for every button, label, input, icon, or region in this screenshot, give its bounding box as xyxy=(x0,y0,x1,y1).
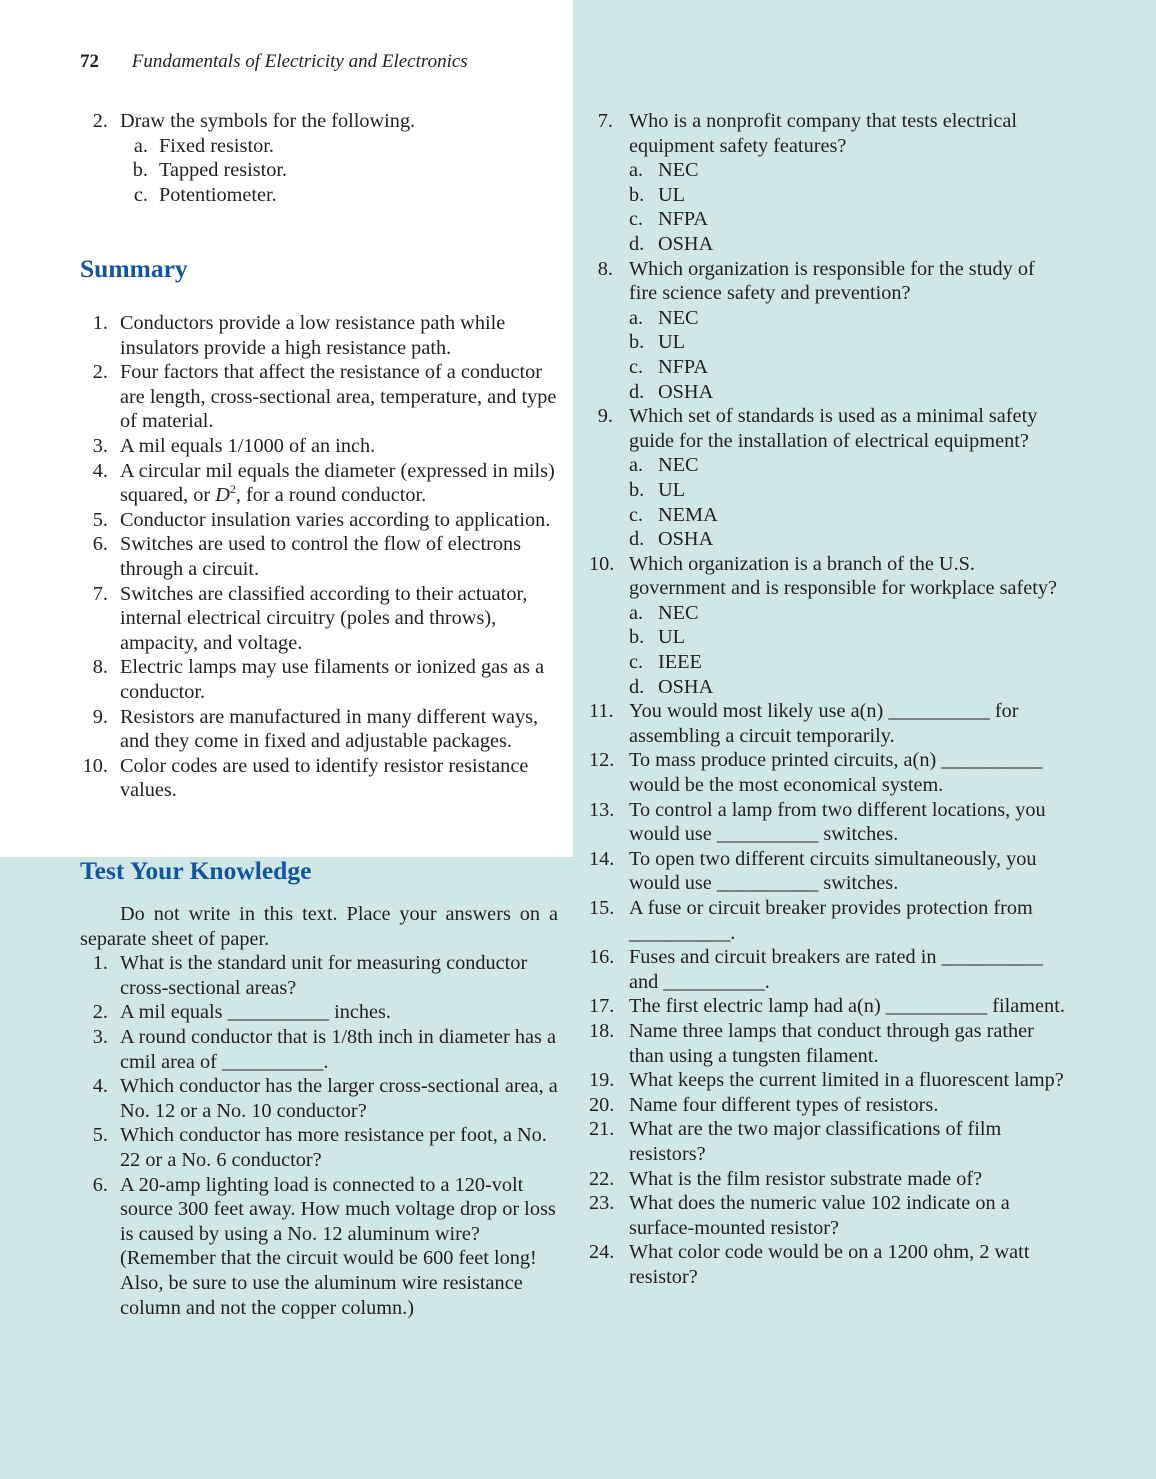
summary-item xyxy=(80,459,558,508)
option-label: d. xyxy=(629,380,645,403)
question-text: What is the standard unit for measuring conductor cross-sectional areas? xyxy=(120,952,528,999)
option-text: IEEE xyxy=(658,651,702,674)
question-item xyxy=(589,1093,1065,1118)
question-number: 8. xyxy=(597,257,613,280)
option-label: b. xyxy=(629,478,645,501)
question-item xyxy=(589,1167,1065,1192)
question-item xyxy=(589,945,1065,994)
summary-heading: Summary xyxy=(80,254,188,283)
question-item xyxy=(80,1123,558,1172)
answer-option xyxy=(589,158,1065,183)
option-text: OSHA xyxy=(658,232,714,255)
answer-option xyxy=(589,601,1065,626)
option-text: OSHA xyxy=(658,675,714,698)
item-number: 9. xyxy=(92,705,108,728)
item-text: Switches are used to control the flow of electrons through a circuit. xyxy=(120,533,522,580)
question-item xyxy=(589,404,1065,453)
option-label: a. xyxy=(629,306,644,329)
question-item xyxy=(589,1191,1065,1240)
question-number: 18. xyxy=(589,1019,615,1042)
option-text: NEC xyxy=(658,454,699,477)
item-text: Conductor insulation varies according to application. xyxy=(120,508,551,531)
item-text: , for a round conductor. xyxy=(235,484,427,507)
question-number: 6. xyxy=(92,1173,108,1196)
item-text: Electric lamps may use filaments or ionized gas as a conductor. xyxy=(120,656,545,703)
question-number: 17. xyxy=(589,995,615,1018)
item-text: Conductors provide a low resistance path while insulators provide a high resistance path. xyxy=(120,312,506,359)
summary-item xyxy=(80,508,558,533)
item-text: A circular mil equals the diameter (expressed in mils) squared, or xyxy=(120,459,555,507)
option-label: d. xyxy=(629,675,645,698)
item-number: 10. xyxy=(82,754,108,777)
summary-item xyxy=(80,582,558,656)
question-item xyxy=(589,896,1065,945)
answer-option xyxy=(589,675,1065,700)
question-text: Name four different types of resistors. xyxy=(629,1093,939,1116)
answer-option xyxy=(589,650,1065,675)
sub-item-text: Potentiometer. xyxy=(159,183,277,206)
option-text: NFPA xyxy=(658,355,708,378)
question-number: 11. xyxy=(589,700,614,723)
question-number: 1. xyxy=(92,952,108,975)
summary-item xyxy=(80,655,558,704)
question-text: Which conductor has more resistance per foot, a No. 22 or a No. 6 conductor? xyxy=(120,1124,547,1171)
option-label: b. xyxy=(629,331,645,354)
question-number: 5. xyxy=(92,1124,108,1147)
question-item xyxy=(589,109,1065,158)
option-label: a. xyxy=(629,601,644,624)
test-left-column xyxy=(80,902,558,1320)
option-text: NEC xyxy=(658,306,699,329)
sub-item-label: a. xyxy=(133,134,148,157)
sub-item-label: b. xyxy=(132,159,148,182)
option-label: d. xyxy=(629,528,645,551)
item-number: 2. xyxy=(92,361,108,384)
test-heading: Test Your Knowledge xyxy=(80,856,312,885)
question-item xyxy=(589,994,1065,1019)
item-text: A mil equals 1/1000 of an inch. xyxy=(120,434,376,457)
sub-item xyxy=(80,183,558,208)
question-item xyxy=(80,1025,558,1074)
answer-option xyxy=(589,380,1065,405)
answer-option xyxy=(589,527,1065,552)
question-text: A fuse or circuit breaker provides protection from __________. xyxy=(629,897,1033,944)
item-number: 4. xyxy=(92,459,108,482)
option-text: NEMA xyxy=(658,503,718,526)
item-number: 3. xyxy=(92,434,108,457)
option-label: a. xyxy=(629,159,644,182)
answer-option xyxy=(589,306,1065,331)
item-number: 6. xyxy=(92,533,108,556)
option-label: c. xyxy=(629,355,644,378)
option-text: OSHA xyxy=(658,528,714,551)
item-number: 1. xyxy=(92,312,108,334)
question-number: 3. xyxy=(92,1025,108,1048)
sub-item-text: Tapped resistor. xyxy=(159,159,288,182)
question-item xyxy=(80,951,558,1000)
question-number: 7. xyxy=(597,110,613,132)
summary-item xyxy=(80,754,558,803)
question-text: To open two different circuits simultaneously, you would use __________ switches. xyxy=(629,847,1037,895)
question-text: What keeps the current limited in a fluorescent lamp? xyxy=(629,1069,1064,1092)
question-text: To control a lamp from two different locations, you would use __________ switches. xyxy=(629,798,1046,846)
option-text: UL xyxy=(658,331,686,354)
option-label: d. xyxy=(629,232,645,255)
item-text: Color codes are used to identify resistor resistance values. xyxy=(120,754,529,802)
left-column-top xyxy=(80,109,558,207)
question-number: 13. xyxy=(589,798,615,821)
option-text: UL xyxy=(658,626,686,649)
option-label: c. xyxy=(629,651,644,674)
option-text: OSHA xyxy=(658,380,714,403)
question-text: Which conductor has the larger cross-sectional area, a No. 12 or a No. 10 conductor? xyxy=(120,1075,558,1122)
question-item xyxy=(589,1019,1065,1068)
summary-item xyxy=(80,532,558,581)
test-right-column xyxy=(589,109,1065,1290)
question-text: You would most likely use a(n) __________ for assembling a circuit temporarily. xyxy=(629,700,1019,747)
question-text: A mil equals __________ inches. xyxy=(120,1001,391,1024)
question-number: 21. xyxy=(589,1118,615,1141)
question-number: 16. xyxy=(589,946,615,969)
list-item: 2. Draw the symbols for the following. xyxy=(92,110,416,132)
question-text: Which organization is a branch of the U.S. government and is responsible for workplace safety? xyxy=(629,552,1058,600)
item-symbol: D xyxy=(215,484,230,507)
question-item xyxy=(589,798,1065,847)
question-number: 15. xyxy=(589,897,615,919)
option-text: NEC xyxy=(658,601,699,624)
item-number: 7. xyxy=(92,582,108,605)
question-number: 4. xyxy=(92,1075,108,1098)
question-number: 19. xyxy=(589,1069,615,1092)
question-item xyxy=(589,1240,1065,1289)
question-text: Who is a nonprofit company that tests electrical equipment safety features? xyxy=(629,110,1018,157)
running-title: Fundamentals of Electricity and Electronics xyxy=(131,51,468,72)
question-item xyxy=(589,748,1065,797)
question-item xyxy=(80,1000,558,1025)
page-header xyxy=(80,50,468,74)
item-superscript: 2 xyxy=(229,482,236,497)
question-list xyxy=(80,951,558,1320)
question-item xyxy=(589,847,1065,896)
question-text: What are the two major classifications of film resistors? xyxy=(629,1118,1002,1165)
sub-item-label: c. xyxy=(133,183,148,206)
question-item xyxy=(80,1173,558,1321)
question-text: To mass produce printed circuits, a(n) __________ would be the most economical system. xyxy=(629,749,1043,797)
answer-option xyxy=(589,232,1065,257)
option-label: c. xyxy=(629,208,644,231)
question-text: A 20-amp lighting load is connected to a 120-volt source 300 feet away. How much voltage drop or loss is caused by using a No. 12 aluminum wire? (Remember that the circuit would be 600 feet long! Also, be sure to use the aluminum wire resistance column and not the copper column.) xyxy=(120,1173,556,1319)
answer-option xyxy=(589,355,1065,380)
answer-option xyxy=(589,330,1065,355)
question-item xyxy=(589,1068,1065,1093)
question-text: What is the film resistor substrate made of? xyxy=(629,1167,983,1190)
question-text: A round conductor that is 1/8th inch in diameter has a cmil area of __________. xyxy=(120,1025,556,1073)
answer-option xyxy=(589,207,1065,232)
question-number: 22. xyxy=(589,1167,615,1190)
page-number: 72 xyxy=(80,51,99,72)
item-number: 5. xyxy=(92,508,108,531)
item-text: Switches are classified according to their actuator, internal electrical circuitry (poles and throws), ampacity, and voltage. xyxy=(120,582,528,654)
summary-item xyxy=(80,311,558,360)
answer-option xyxy=(589,503,1065,528)
item-text: Resistors are manufactured in many different ways, and they come in fixed and adjustable packages. xyxy=(120,705,539,753)
summary-item xyxy=(80,705,558,754)
question-number: 14. xyxy=(589,847,615,870)
option-text: NFPA xyxy=(658,208,708,231)
sub-item xyxy=(80,158,558,183)
answer-option xyxy=(589,478,1065,503)
option-label: b. xyxy=(629,183,645,206)
item-text: Four factors that affect the resistance of a conductor are length, cross-sectional area, temperature, and type of material. xyxy=(120,361,557,433)
option-text: UL xyxy=(658,183,686,206)
question-text: Name three lamps that conduct through gas rather than using a tungsten filament. xyxy=(629,1019,1034,1067)
sub-item xyxy=(80,134,558,159)
summary-item xyxy=(80,360,558,434)
question-item xyxy=(589,1117,1065,1166)
option-label: c. xyxy=(629,503,644,526)
sub-item-text: Fixed resistor. xyxy=(159,134,274,157)
question-number: 12. xyxy=(589,749,615,772)
option-text: UL xyxy=(658,478,686,501)
question-text: The first electric lamp had a(n) __________ filament. xyxy=(629,995,1065,1018)
test-intro: Do not write in this text. Place your answers on a separate sheet of paper. xyxy=(80,903,558,950)
question-number: 9. xyxy=(597,405,613,428)
question-text: Which organization is responsible for the study of fire science safety and prevention? xyxy=(629,257,1035,305)
question-number: 20. xyxy=(589,1093,615,1116)
question-item xyxy=(589,552,1065,601)
option-label: a. xyxy=(629,454,644,477)
question-item xyxy=(80,1074,558,1123)
answer-option xyxy=(589,453,1065,478)
question-text: What does the numeric value 102 indicate on a surface-mounted resistor? xyxy=(629,1192,1010,1239)
option-text: NEC xyxy=(658,159,699,182)
question-number: 23. xyxy=(589,1192,615,1215)
question-text: What color code would be on a 1200 ohm, 2 watt resistor? xyxy=(629,1241,1030,1288)
question-text: Which set of standards is used as a minimal safety guide for the installation of electrical equipment? xyxy=(629,405,1038,452)
question-number: 24. xyxy=(589,1241,615,1264)
summary-item xyxy=(80,434,558,459)
question-text: Fuses and circuit breakers are rated in __________ and __________. xyxy=(629,946,1043,993)
summary-list xyxy=(80,311,558,803)
option-label: b. xyxy=(629,626,645,649)
item-number: 8. xyxy=(92,656,108,679)
question-number: 10. xyxy=(589,552,615,575)
answer-option xyxy=(589,625,1065,650)
sub-list xyxy=(80,134,558,208)
question-number: 2. xyxy=(92,1001,108,1024)
question-item xyxy=(589,699,1065,748)
answer-option xyxy=(589,183,1065,208)
question-item xyxy=(589,257,1065,306)
